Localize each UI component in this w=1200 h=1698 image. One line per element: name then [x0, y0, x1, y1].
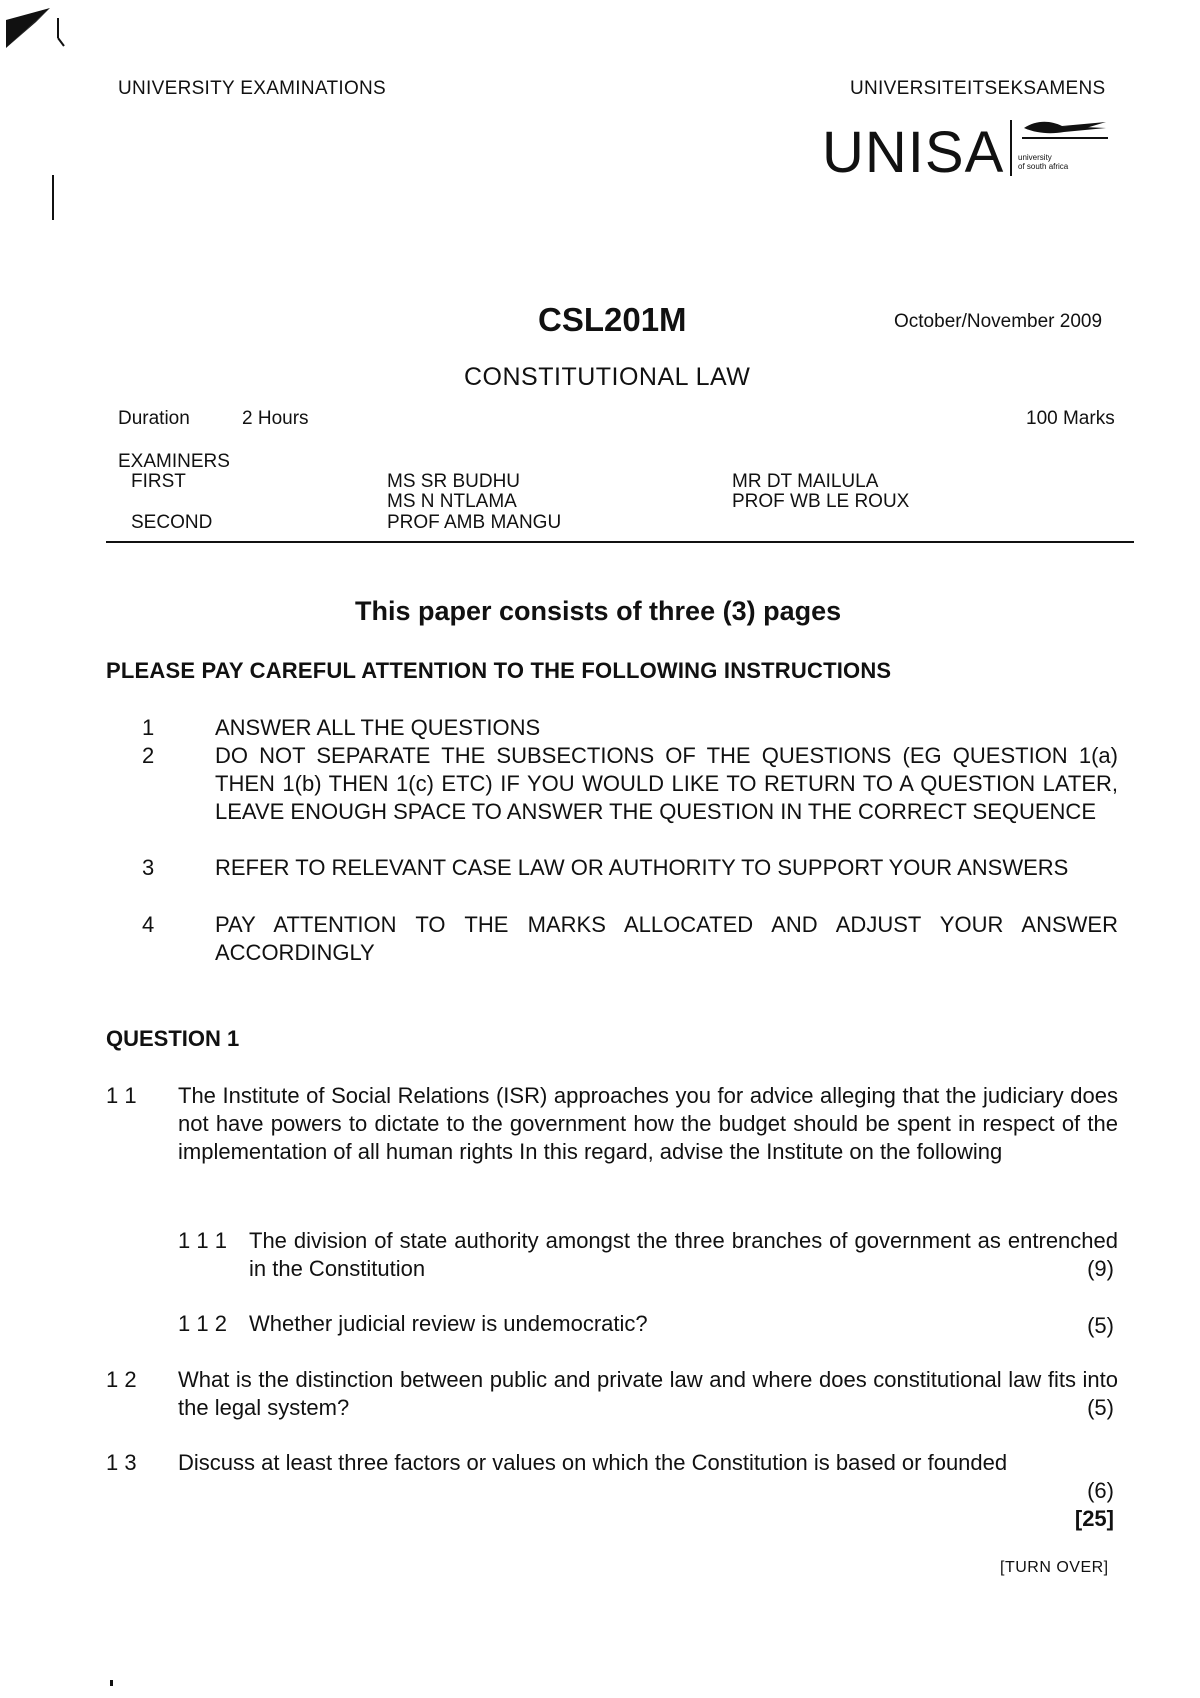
question-mark: (5) [1087, 1395, 1114, 1420]
unisa-logo-text: UNISA [822, 120, 1005, 185]
question-mark: (9) [1087, 1256, 1114, 1281]
subquestion-number: 1 1 2 [178, 1311, 227, 1336]
subject-title: CONSTITUTIONAL LAW [464, 363, 751, 391]
examiner-name: PROF AMB MANGU [387, 512, 562, 533]
instruction-text: REFER TO RELEVANT CASE LAW OR AUTHORITY TO SUPPORT YOUR ANSWERS [215, 855, 1069, 880]
instruction-text: PAY ATTENTION TO THE MARKS ALLOCATED AND ADJUST YOUR ANSWER ACCORDINGLY [215, 912, 1118, 965]
instructions-heading: PLEASE PAY CAREFUL ATTENTION TO THE FOLLOWING INSTRUCTIONS [106, 658, 892, 683]
examiner-name: MS SR BUDHU [387, 471, 521, 492]
course-code: CSL201M [538, 301, 687, 338]
examiners-heading: EXAMINERS [118, 451, 230, 472]
instruction-number: 4 [142, 912, 155, 937]
examiner-name: MS N NTLAMA [387, 491, 517, 512]
instruction-number: 1 [142, 715, 155, 740]
question-mark: (6) [1087, 1478, 1114, 1503]
duration-label: Duration [118, 408, 190, 429]
pages-note: This paper consists of three (3) pages [355, 596, 842, 626]
logo-sub-line1: university [1018, 153, 1052, 162]
instruction-number: 3 [142, 855, 155, 880]
instruction-number: 2 [142, 743, 155, 768]
examiner-name: MR DT MAILULA [732, 471, 879, 492]
subquestion-number: 1 1 1 [178, 1228, 227, 1253]
question-total: [25] [1074, 1506, 1114, 1531]
question-heading: QUESTION 1 [106, 1026, 240, 1051]
examiner-name: PROF WB LE ROUX [732, 491, 910, 512]
header-left-title: UNIVERSITY EXAMINATIONS [118, 78, 387, 99]
subquestion-text: The division of state authority amongst the three branches of government as entrenched in the Constitution [249, 1228, 1118, 1281]
question-text: What is the distinction between public and private law and where does constitutional law fits into the legal system? [178, 1367, 1118, 1420]
corner-mark-icon [6, 8, 66, 63]
question-text: Discuss at least three factors or values on which the Constitution is based or founded [178, 1450, 1008, 1475]
unisa-emblem-icon [1016, 118, 1110, 146]
examiners-second-label: SECOND [131, 512, 213, 533]
header-right-title: UNIVERSITEITSEKSAMENS [850, 78, 1106, 99]
total-marks: 100 Marks [1026, 408, 1115, 429]
duration-value: 2 Hours [242, 408, 309, 429]
question-text: The Institute of Social Relations (ISR) approaches you for advice alleging that the judiciary does not have powers to dictate to the government how the budget should be spent in respect of the implementation of all human rights In this regard, advise the Institute on the following [178, 1083, 1118, 1164]
question-number: 1 2 [106, 1367, 137, 1392]
question-mark: (5) [1087, 1313, 1114, 1338]
scan-speck [110, 1680, 113, 1686]
question-number: 1 3 [106, 1450, 137, 1475]
logo-divider [1010, 120, 1012, 176]
logo-sub-line2: of south africa [1018, 162, 1069, 171]
header-divider [106, 541, 1134, 543]
instruction-text: ANSWER ALL THE QUESTIONS [215, 715, 541, 740]
turn-over-note: [TURN OVER] [1000, 1559, 1109, 1576]
instruction-text: DO NOT SEPARATE THE SUBSECTIONS OF THE QUESTIONS (EG QUESTION 1(a) THEN 1(b) THEN 1(c) ETC) IF YOU WOULD LIKE TO RETURN TO A QUESTION LATER, LEAVE ENOUGH SPACE TO ANSWER THE QUESTION IN THE CORRECT SEQUENCE [215, 743, 1118, 824]
examiners-first-label: FIRST [131, 471, 186, 492]
question-number: 1 1 [106, 1083, 137, 1108]
scan-edge-mark [52, 175, 54, 220]
exam-date: October/November 2009 [894, 311, 1103, 332]
subquestion-text: Whether judicial review is undemocratic? [249, 1311, 648, 1336]
